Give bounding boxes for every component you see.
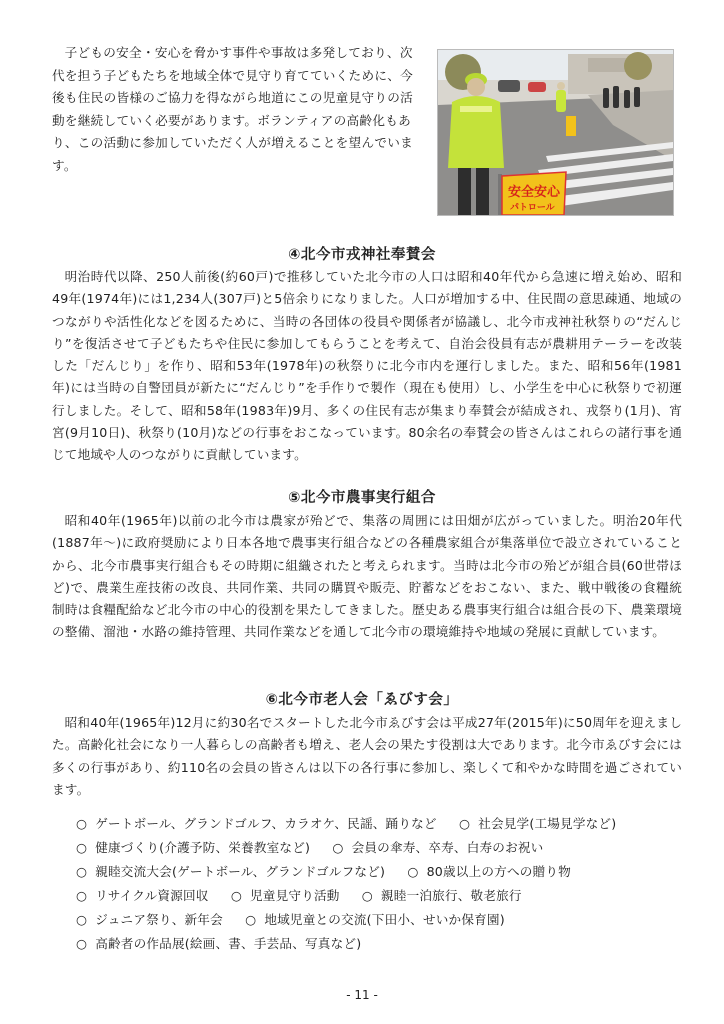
section-text: 昭和40年(1965年)以前の北今市は農家が殆どで、集落の周囲には田畑が広がっていました。明治20年代(1887年～)に政府奨励により日本各地で農事実行組合などの各種農家組合が集落単位で設立されていることから、北今市農事実行組合もその時期に組織されたと考えられます。当時は北今市の殆どが組合員(60世帯ほど)で、農業生産技術の改良、共同作業、共同の購買や販売、貯蓄などをおこない、また、戦中戦後の食糧統制時は食糧配給など北今市の中心的役割を果たしてきました。歴史ある農事実行組合は組合長の下、農業環境の整備、溜池・水路の維持管理、共同作業などを通して北今市の環境維持や地域の発展に貢献しています。 bbox=[52, 513, 682, 640]
activity-item: ○ 健康づくり(介護予防、栄養教室など) bbox=[76, 840, 310, 855]
section-body-ebisu-shrine bbox=[52, 266, 682, 467]
activity-item: ○ 80歳以上の方への贈り物 bbox=[407, 864, 571, 879]
section-title-ebisu-shrine: ④北今市戎神社奉賛会 bbox=[288, 247, 436, 263]
section-body-agricultural-union bbox=[52, 510, 682, 644]
activity-item: ○ 親睦一泊旅行、敬老旅行 bbox=[362, 888, 522, 903]
activity-row bbox=[76, 884, 686, 908]
activity-item: ○ 会員の傘寿、卒寿、白寿のお祝い bbox=[332, 840, 543, 855]
activity-list bbox=[76, 812, 686, 956]
activity-item: ○ 高齢者の作品展(絵画、書、手芸品、写真など) bbox=[76, 936, 361, 951]
sign-text-2: パトロール bbox=[510, 203, 555, 213]
section-title-elderly-club: ⑥北今市老人会「ゑびす会」 bbox=[265, 692, 459, 708]
page-number: - 11 - bbox=[346, 988, 378, 1002]
activity-item: ○ 親睦交流大会(ゲートボール、グランドゴルフなど) bbox=[76, 864, 385, 879]
section-text: 昭和40年(1965年)12月に約30名でスタートした北今市ゑびす会は平成27年(2015年)に50周年を迎えました。高齢化社会になり一人暮らしの高齢者も増え、老人会の果たす役割は大であります。北今市ゑびす会には多くの行事があり、約110名の会員の皆さんは以下の各行事に参加し、楽しくて和やかな時間を過ごされています。 bbox=[52, 715, 682, 797]
activity-item: ○ ジュニア祭り、新年会 bbox=[76, 912, 223, 927]
activity-row bbox=[76, 908, 686, 932]
activity-item: ○ リサイクル資源回収 bbox=[76, 888, 209, 903]
intro-paragraph bbox=[52, 42, 424, 177]
activity-row bbox=[76, 860, 686, 884]
activity-item: ○ 地域児童との交流(下田小、せいか保育園) bbox=[245, 912, 505, 927]
sign-text: 安全安心 bbox=[508, 185, 561, 200]
activity-row bbox=[76, 836, 686, 860]
intro-text: 子どもの安全・安心を脅かす事件や事故は多発しており、次代を担う子どもたちを地域全体で見守り育てていくために、今後も住民の皆様のご協力を得ながら地道にこの児童見守りの活動を継続していく必要があります。ボランティアの高齢化もあり、この活動に参加していただく人が増えることを望んでいます。 bbox=[52, 45, 414, 173]
crossing-guard-photo bbox=[437, 49, 674, 216]
activity-item: ○ 社会見学(工場見学など) bbox=[459, 816, 616, 831]
section-title-agricultural-union: ⑤北今市農事実行組合 bbox=[288, 490, 436, 506]
section-text: 明治時代以降、250人前後(約60戸)で推移していた北今市の人口は昭和40年代から急速に増え始め、昭和49年(1974年)には1,234人(307戸)と5倍余りになりました。人口が増加する中、住民間の意思疎通、地域のつながりや活性化などを図るために、当時の各団体の役員や関係者が協議し、北今市戎神社秋祭りの“だんじり”を復活させて子どもたちや住民に参加してもらうことを考えて、自治会役員有志が農耕用テーラーを改装した「だんじり」を作り、昭和53年(1978年)の秋祭りに北今市内を運行しました。また、昭和56年(1981年)には当時の自警団員が新たに“だんじり”を手作りで製作（現在も使用）し、小学生を中心に秋祭りで初運行しました。そして、昭和58年(1983年)9月、多くの住民有志が集まり奉賛会が結成され、戎祭り(1月)、宵宮(9月10日)、秋祭り(10月)などの行事をおこなっています。80余名の奉賛会の皆さんはこれらの諸行事を通じて地域や人のつながりに貢献しています。 bbox=[52, 269, 682, 463]
activity-item: ○ ゲートボール、グランドゴルフ、カラオケ、民謡、踊りなど bbox=[76, 816, 437, 831]
activity-row bbox=[76, 812, 686, 836]
activity-item: ○ 児童見守り活動 bbox=[231, 888, 340, 903]
section-body-elderly-club bbox=[52, 712, 682, 801]
crossing-guard-illustration bbox=[438, 50, 673, 215]
activity-row bbox=[76, 932, 686, 956]
